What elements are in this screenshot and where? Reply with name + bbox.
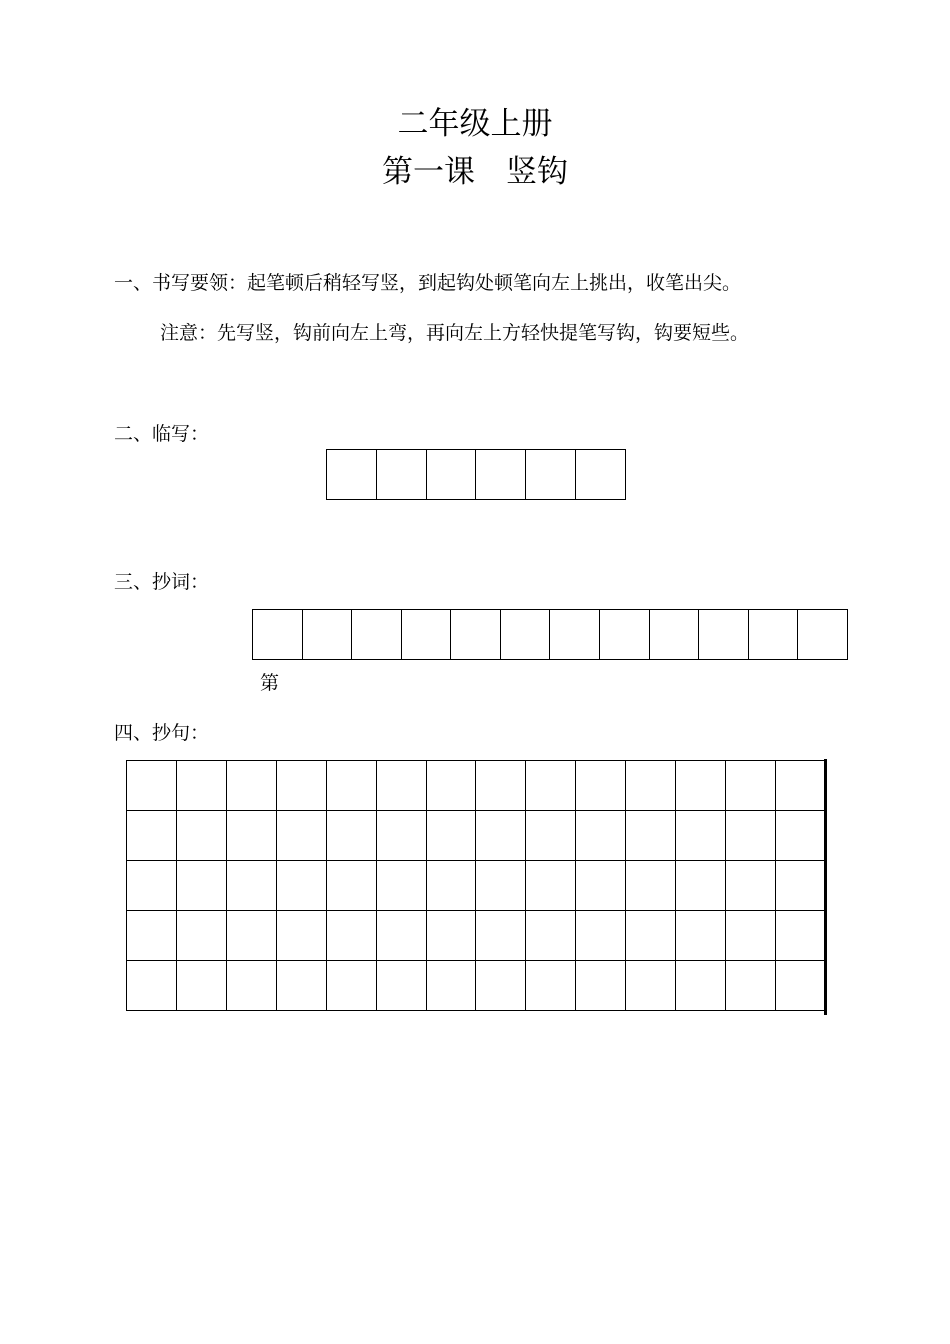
sentence-cell[interactable] <box>176 811 226 861</box>
sentence-cell[interactable] <box>775 911 825 961</box>
sentence-cell[interactable] <box>426 811 476 861</box>
sentence-cell[interactable] <box>326 761 376 811</box>
grade-title: 二年级上册 <box>397 106 553 142</box>
sentence-cell[interactable] <box>676 811 726 861</box>
sentence-cell[interactable] <box>775 761 825 811</box>
word-cell[interactable] <box>500 610 550 660</box>
sentence-cell[interactable] <box>626 911 676 961</box>
sentence-row <box>127 761 826 811</box>
sentence-copy-grid <box>126 760 826 1011</box>
sentence-cell[interactable] <box>626 861 676 911</box>
sentence-cell[interactable] <box>426 911 476 961</box>
writing-tips-text: 起笔顿后稍轻写竖，到起钩处顿笔向左上挑出，收笔出尖。 <box>247 272 742 294</box>
sentence-cell[interactable] <box>226 861 276 911</box>
word-cell[interactable] <box>451 610 501 660</box>
word-cell[interactable] <box>253 610 303 660</box>
sentence-cell[interactable] <box>526 961 576 1011</box>
sentence-cell[interactable] <box>576 811 626 861</box>
sentence-cell[interactable] <box>476 911 526 961</box>
sentence-cell[interactable] <box>576 961 626 1011</box>
sentence-cell[interactable] <box>676 861 726 911</box>
word-cell[interactable] <box>798 610 848 660</box>
section3-label: 三、抄词： <box>114 571 210 593</box>
word-copy-row <box>253 610 848 660</box>
word-cell[interactable] <box>352 610 402 660</box>
note-line <box>160 321 749 345</box>
sentence-cell[interactable] <box>526 761 576 811</box>
sentence-cell[interactable] <box>127 961 177 1011</box>
sentence-cell[interactable] <box>376 961 426 1011</box>
sentence-cell[interactable] <box>226 761 276 811</box>
sentence-cell[interactable] <box>476 861 526 911</box>
word-cell[interactable] <box>699 610 749 660</box>
word-cell[interactable] <box>401 610 451 660</box>
tracing-cell[interactable] <box>526 450 576 500</box>
sentence-cell[interactable] <box>226 961 276 1011</box>
sentence-cell[interactable] <box>476 961 526 1011</box>
sentence-cell[interactable] <box>775 861 825 911</box>
sentence-cell[interactable] <box>626 961 676 1011</box>
sentence-cell[interactable] <box>576 911 626 961</box>
sentence-cell[interactable] <box>476 811 526 861</box>
tracing-cell[interactable] <box>576 450 626 500</box>
sentence-cell[interactable] <box>127 861 177 911</box>
sentence-cell[interactable] <box>376 911 426 961</box>
sentence-cell[interactable] <box>726 861 776 911</box>
sentence-cell[interactable] <box>127 811 177 861</box>
sentence-cell[interactable] <box>676 961 726 1011</box>
note-text: 先写竖，钩前向左上弯，再向左上方轻快提笔写钩，钩要短些。 <box>217 322 750 344</box>
sentence-cell[interactable] <box>226 811 276 861</box>
tracing-cell[interactable] <box>327 450 377 500</box>
sentence-cell[interactable] <box>276 961 326 1011</box>
sentence-cell[interactable] <box>726 911 776 961</box>
sentence-cell[interactable] <box>276 761 326 811</box>
sentence-cell[interactable] <box>726 961 776 1011</box>
sentence-cell[interactable] <box>176 761 226 811</box>
sentence-row <box>127 911 826 961</box>
section1-label: 一、书写要领： <box>114 272 248 294</box>
word-cell[interactable] <box>649 610 699 660</box>
sentence-cell[interactable] <box>775 811 825 861</box>
word-copy-grid <box>252 609 848 660</box>
sentence-cell[interactable] <box>726 761 776 811</box>
sentence-cell[interactable] <box>376 761 426 811</box>
sentence-cell[interactable] <box>326 811 376 861</box>
lesson-title: 第一课 竖钩 <box>382 154 568 190</box>
sentence-cell[interactable] <box>176 911 226 961</box>
sentence-cell[interactable] <box>676 911 726 961</box>
word-footnote: 第 <box>260 672 280 694</box>
sentence-row <box>127 811 826 861</box>
writing-tips-line <box>114 271 741 295</box>
sentence-cell[interactable] <box>726 811 776 861</box>
sentence-cell[interactable] <box>426 861 476 911</box>
tracing-cell[interactable] <box>426 450 476 500</box>
sentence-row <box>127 861 826 911</box>
sentence-cell[interactable] <box>426 761 476 811</box>
section2-label: 二、临写： <box>114 423 210 445</box>
sentence-cell[interactable] <box>176 961 226 1011</box>
sentence-cell[interactable] <box>626 761 676 811</box>
sentence-cell[interactable] <box>676 761 726 811</box>
word-cell[interactable] <box>600 610 650 660</box>
sentence-cell[interactable] <box>476 761 526 811</box>
sentence-cell[interactable] <box>376 861 426 911</box>
word-cell[interactable] <box>748 610 798 660</box>
section4-label: 四、抄句： <box>114 722 210 744</box>
sentence-cell[interactable] <box>226 911 276 961</box>
sentence-cell[interactable] <box>326 911 376 961</box>
sentence-cell[interactable] <box>526 861 576 911</box>
tracing-row <box>327 450 626 500</box>
note-label: 注意： <box>160 322 218 344</box>
sentence-cell[interactable] <box>326 861 376 911</box>
sentence-cell[interactable] <box>576 861 626 911</box>
sentence-cell[interactable] <box>526 911 576 961</box>
sentence-cell[interactable] <box>626 811 676 861</box>
tracing-grid <box>326 449 626 500</box>
grid-right-border <box>824 759 827 1015</box>
sentence-cell[interactable] <box>426 961 476 1011</box>
word-cell[interactable] <box>550 610 600 660</box>
sentence-cell[interactable] <box>127 911 177 961</box>
sentence-cell[interactable] <box>127 761 177 811</box>
word-cell[interactable] <box>302 610 352 660</box>
sentence-row <box>127 961 826 1011</box>
sentence-cell[interactable] <box>526 811 576 861</box>
sentence-cell[interactable] <box>176 861 226 911</box>
tracing-cell[interactable] <box>476 450 526 500</box>
sentence-cell[interactable] <box>326 961 376 1011</box>
sentence-cell[interactable] <box>775 961 825 1011</box>
sentence-cell[interactable] <box>276 811 326 861</box>
sentence-cell[interactable] <box>576 761 626 811</box>
sentence-cell[interactable] <box>276 861 326 911</box>
sentence-cell[interactable] <box>376 811 426 861</box>
tracing-cell[interactable] <box>376 450 426 500</box>
sentence-cell[interactable] <box>276 911 326 961</box>
